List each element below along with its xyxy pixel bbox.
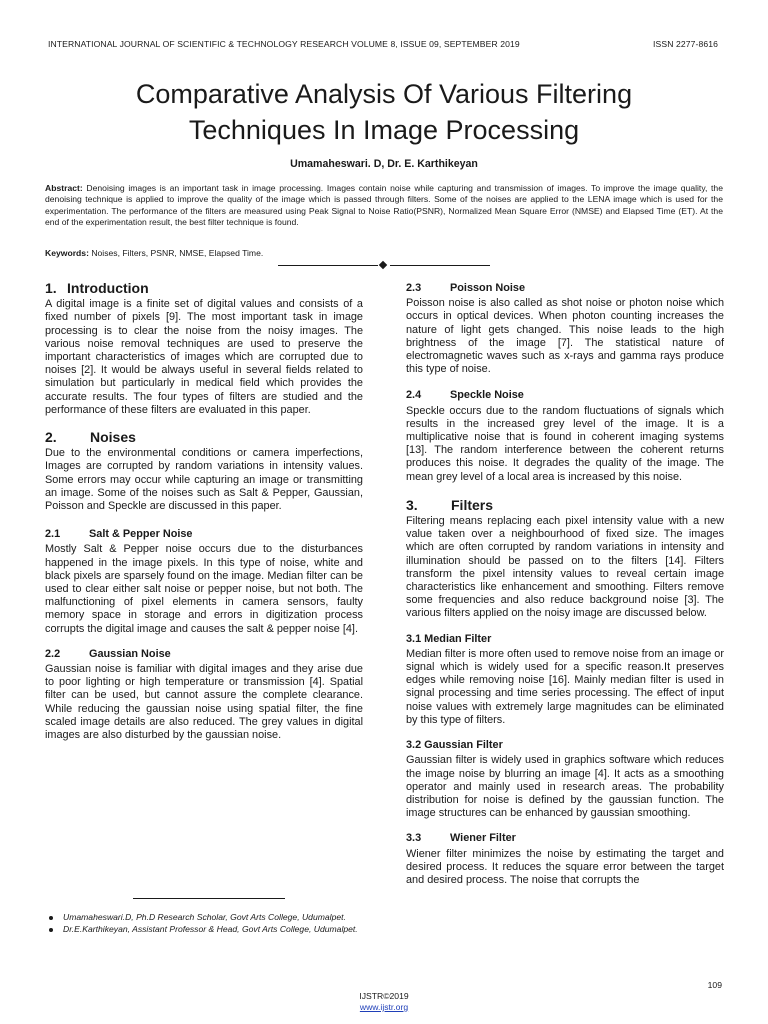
keywords-label: Keywords: <box>45 248 89 258</box>
abstract-label: Abstract: <box>45 183 83 193</box>
subsection-heading-poisson: 2.3 Poisson Noise <box>406 282 526 294</box>
subsection-heading-median-filter: 3.1 Median Filter <box>406 632 492 645</box>
gaussian-filter-body: Gaussian filter is widely used in graphics software which reduces the image noise by blurring an image [4]. It acts as a smoothing operator and mainly used in research areas. The probability distribution for noise is defined by the gaussian function. The image structures can be enhanced by gaussian smoothing. <box>406 754 724 820</box>
speckle-body: Speckle occurs due to the random fluctuations of signals which results in the increased grey level of the image. It is a multiplicative noise that is found in coherent imaging systems [13]. The random interference between the coherent returns produces this noise. It degrades the quality of the image. The mean grey level of a local area is increased by this noise. <box>406 404 724 483</box>
filters-body: Filtering means replacing each pixel intensity value with a new value taken over a neighbourhood of fixed size. The images which are often corrupted by random variations in intensity and illumination should be passed on to the filters [14]. Filters transform the pixel intensity values to reveal certain image characteristics like enhancement and smoothing. Filters remove some frequencies and also reduce background noise [3]. The various filters applied on the noisy image are discussed below. <box>406 515 724 620</box>
subsection-heading-salt-pepper: 2.1 Salt & Pepper Noise <box>45 528 193 541</box>
subsection-heading-gaussian-noise: 2.2 Gaussian Noise <box>45 647 171 660</box>
section-divider <box>278 259 490 271</box>
copyright: IJSTR©2019 <box>359 991 409 1001</box>
authors: Umamaheswari. D, Dr. E. Karthikeyan <box>290 158 478 170</box>
journal-url-link[interactable]: www.ijstr.org <box>359 1002 409 1012</box>
subsection-heading-wiener-filter: 3.3 Wiener Filter <box>406 832 516 845</box>
abstract-text: Denoising images is an important task in image processing. Images contain noise while capturing and transmission of images. To improve the image quality, the denoising technique is applied to improve the quality of the image which is passed through filters. Some of the noises are applied to the LENA image which is used for the experimentation. The performance of the filters are measured using Peak Signal to Noise Ratio(PSNR), Normalized Mean Square Error (NMSE) and Elapsed Time (ET). At the end of the experimentation result, the best filter technique is found. <box>45 183 723 228</box>
journal-header: INTERNATIONAL JOURNAL OF SCIENTIFIC & TECHNOLOGY RESEARCH VOLUME 8, ISSUE 09, SEPTEMBER 2019 <box>48 39 520 49</box>
title-line-1: Comparative Analysis Of Various Filtering <box>135 79 633 109</box>
gaussian-noise-body: Gaussian noise is familiar with digital images and they arise due to poor lighting or high temperature or transmission [4]. Spatial filter can be used, but cannot assure the complete clearance. While reducing the gaussian noise using spatial filter, the fine scaled image details are also reduced. The grey values in digital images are also disturbed by the gaussian noise. <box>45 663 363 742</box>
footnote-item: Dr.E.Karthikeyan, Assistant Professor & Head, Govt Arts College, Udumalpet. <box>45 924 367 935</box>
subsection-heading-speckle: 2.4 Speckle Noise <box>406 389 524 402</box>
divider-diamond <box>379 261 387 269</box>
abstract <box>45 183 723 229</box>
introduction-body: A digital image is a finite set of digital values and consists of a fixed number of pixels [9]. The most important task in image processing is to clear the noise from the noisy images. The various noise removal techniques are used to preserve the important characteristics of images which are corrupted due to noises [2]. It would be always useful in several fields related to simulation but particularly in medical field which provides the accurate results. The four types of filters are studied and the performance of these filters are evaluated in this paper. <box>45 298 363 416</box>
divider-line-right <box>390 265 490 266</box>
footnote-item: Umamaheswari.D, Ph.D Research Scholar, Govt Arts College, Udumalpet. <box>45 912 367 923</box>
poisson-body: Poisson noise is also called as shot noise or photon noise which occurs in optical devices. When photon counting increases the nature of light gets changed. This noise leads to the high brightness of the image [7]. The statistical nature of electromagnetic waves such as x-rays and gamma rays produce this type of noise. <box>406 297 724 376</box>
author-footnotes <box>45 912 367 937</box>
page-number: 109 <box>707 980 722 990</box>
bullet-icon <box>49 928 53 932</box>
issn-label: ISSN 2277-8616 <box>653 39 718 49</box>
section-heading-filters: 3. Filters <box>406 496 494 513</box>
subsection-heading-gaussian-filter: 3.2 Gaussian Filter <box>406 739 503 752</box>
paper-title <box>0 76 768 148</box>
wiener-filter-body: Wiener filter minimizes the noise by estimating the target and desired process. It reduces the square error between the target and desired process. The noise that corrupts the <box>406 847 724 886</box>
title-line-2: Techniques In Image Processing <box>188 115 580 145</box>
section-heading-noises: 2. Noises <box>45 429 136 446</box>
divider-line-left <box>278 265 378 266</box>
median-filter-body: Median filter is more often used to remove noise from an image or signal which is widely used for a specific reason.It preserves edges while removing noise [16]. Mainly median filter is used in signal processing and time series processing. The effect of input noise values with extremely large magnitudes can be eliminated by this type of filters. <box>406 647 724 726</box>
section-heading-introduction: 1. Introduction <box>45 280 149 296</box>
noises-body: Due to the environmental conditions or camera imperfections, Images are corrupted by random variations in intensity values. Some errors may occur while capturing an image or transmitting an image. Some of the noises such as Salt & Pepper, Gaussian, Poisson and Speckle are discussed in this paper. <box>45 447 363 513</box>
right-column <box>406 282 724 887</box>
keywords <box>45 248 723 258</box>
footnote-rule <box>133 898 285 899</box>
page-footer <box>0 991 768 1013</box>
left-column <box>45 282 363 742</box>
keywords-text: Noises, Filters, PSNR, NMSE, Elapsed Time. <box>88 248 264 258</box>
bullet-icon <box>49 916 53 920</box>
salt-pepper-body: Mostly Salt & Pepper noise occurs due to the disturbances happened in the image pixels. In this type of noise, white and black pixels are sparsely found on the image. Median filter can be used to clear either salt noise or pepper noise, but not both. The malfunctioning of pixel elements in camera sensors, faulty memory space in storage and errors in digitization process corrupts the digital image and causes the salt & pepper noise [4]. <box>45 543 363 635</box>
